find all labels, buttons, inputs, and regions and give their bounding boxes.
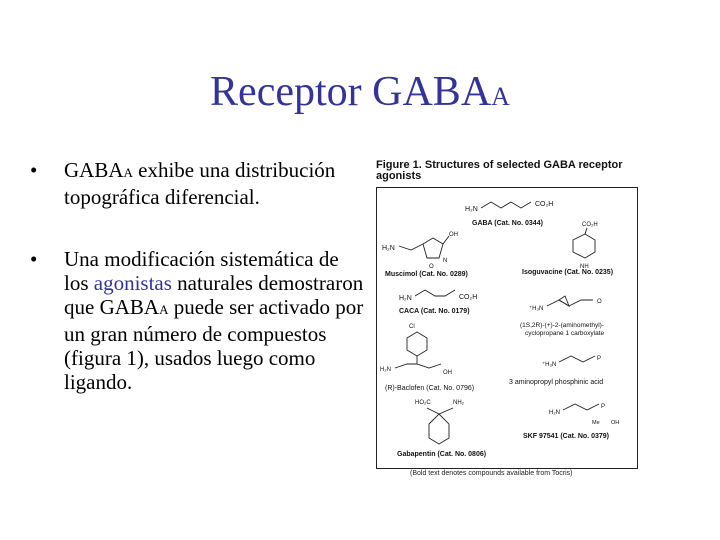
- bullet-item-1: • GABAA exhibe una distribución topográfica diferencial.: [30, 158, 336, 209]
- bullet-dot: •: [30, 158, 38, 182]
- svg-text:OH: OH: [443, 370, 452, 376]
- agonistas-link[interactable]: agonistas: [93, 271, 172, 295]
- svg-text:H₂N: H₂N: [382, 245, 395, 252]
- svg-text:N: N: [443, 258, 448, 264]
- agonist-structures-figure: [370, 157, 646, 482]
- svg-text:H₂N: H₂N: [380, 367, 391, 373]
- svg-text:H₂N: H₂N: [399, 295, 412, 302]
- figure-title: Figure 1. Structures of selected GABA receptor agonists: [376, 159, 623, 182]
- skf-structure: [523, 404, 619, 440]
- chemical-structures-svg: [377, 188, 637, 468]
- slide-title: Receptor GABAA: [210, 69, 510, 115]
- muscimol-structure: [382, 232, 468, 278]
- svg-text:P: P: [597, 356, 602, 362]
- svg-text:⁺H₃N: ⁺H₃N: [529, 306, 544, 312]
- gaba-structure: [465, 201, 553, 227]
- svg-text:OH: OH: [611, 420, 620, 426]
- svg-text:H₂N: H₂N: [549, 410, 560, 416]
- svg-text:⁺H₃N: ⁺H₃N: [542, 362, 557, 368]
- svg-text:SKF 97541 (Cat. No. 0379): SKF 97541 (Cat. No. 0379): [523, 433, 609, 440]
- svg-text:(1S,2R)-(+)-2-(aminomethyl)-: (1S,2R)-(+)-2-(aminomethyl)-: [520, 322, 604, 329]
- svg-text:GABA (Cat. No. 0344): GABA (Cat. No. 0344): [472, 220, 543, 227]
- bullet-dot: •: [30, 247, 38, 271]
- phosphinic-structure: [509, 356, 603, 386]
- svg-text:Cl: Cl: [409, 324, 415, 330]
- svg-text:H₂N: H₂N: [465, 206, 478, 213]
- svg-text:CO₂H: CO₂H: [459, 294, 478, 301]
- svg-text:CACA (Cat. No. 0179): CACA (Cat. No. 0179): [399, 308, 470, 315]
- svg-text:NH: NH: [580, 264, 589, 270]
- svg-text:Muscimol (Cat. No. 0289): Muscimol (Cat. No. 0289): [385, 271, 468, 278]
- bullet-item-2: • Una modificación sistemática de los agonistas naturales demostraron que GABAA puede ser activado por un gran número de compuestos (figura 1), usados luego como ligando.: [30, 247, 364, 394]
- gabapentin-structure: [397, 400, 486, 458]
- svg-text:O: O: [597, 299, 602, 305]
- figure-note: (Bold text denotes compounds available from Tocris): [410, 470, 573, 477]
- svg-text:CO₂H: CO₂H: [582, 222, 598, 228]
- svg-text:OH: OH: [449, 232, 458, 238]
- cyclopropane-structure: [520, 296, 605, 337]
- svg-text:P: P: [601, 404, 606, 410]
- svg-text:NH₂: NH₂: [453, 400, 464, 406]
- isoguvacine-structure: [522, 222, 613, 276]
- figure-frame: [376, 187, 638, 469]
- svg-text:3 aminopropyl phosphinic acid: 3 aminopropyl phosphinic acid: [509, 379, 604, 386]
- svg-text:O: O: [429, 264, 434, 270]
- svg-text:(R)-Baclofen (Cat. No. 0796): (R)-Baclofen (Cat. No. 0796): [385, 385, 475, 392]
- bullet-list: [28, 158, 368, 432]
- svg-text:cyclopropane 1 carboxylate: cyclopropane 1 carboxylate: [525, 330, 605, 337]
- svg-text:Isoguvacine (Cat. No. 0235): Isoguvacine (Cat. No. 0235): [522, 269, 614, 276]
- svg-text:HO₂C: HO₂C: [415, 400, 431, 406]
- svg-text:Me: Me: [592, 420, 600, 426]
- caca-structure: [399, 290, 477, 315]
- svg-text:Gabapentin (Cat. No. 0806): Gabapentin (Cat. No. 0806): [397, 451, 487, 458]
- svg-text:CO₂H: CO₂H: [535, 201, 554, 208]
- baclofen-structure: [380, 324, 474, 392]
